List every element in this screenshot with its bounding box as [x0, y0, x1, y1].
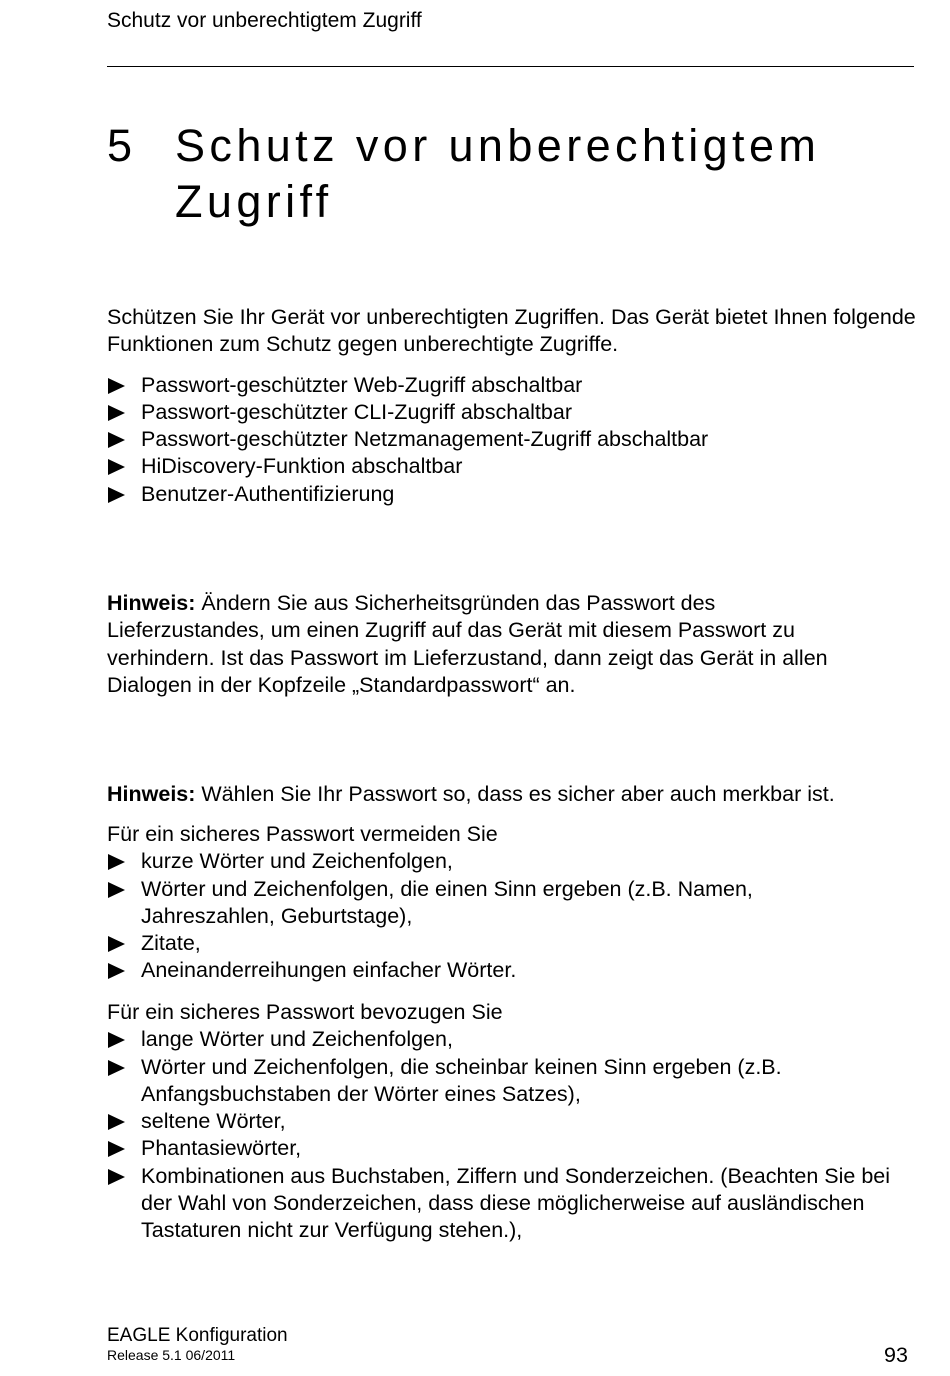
list-item: HiDiscovery-Funktion abschaltbar: [107, 453, 917, 480]
intro-section: [107, 304, 917, 508]
avoid-lead: Für ein sicheres Passwort vermeiden Sie: [107, 822, 498, 846]
avoid-bullet-list: [107, 848, 867, 984]
note-text: Ändern Sie aus Sicherheitsgründen das Passwort des Lieferzustandes, um einen Zugriff auf das Gerät mit diesem Passwort zu verhindern. Ist das Passwort im Lieferzustand, dann zeigt das Gerät in allen Dialogen in der Kopfzeile „Standardpasswort“ an.: [107, 591, 828, 697]
bullet-triangle-icon: [108, 459, 125, 475]
note-paragraph: [107, 590, 877, 699]
list-item: Passwort-geschützter Web-Zugriff abschaltbar: [107, 372, 917, 399]
note-section-2: [107, 781, 917, 808]
bullet-triangle-icon: [108, 882, 125, 898]
list-item: kurze Wörter und Zeichenfolgen,: [107, 848, 867, 875]
list-item: seltene Wörter,: [107, 1108, 907, 1135]
bullet-triangle-icon: [108, 1060, 125, 1076]
prefer-bullet-list: [107, 1026, 907, 1244]
list-item: lange Wörter und Zeichenfolgen,: [107, 1026, 907, 1053]
running-header: Schutz vor unberechtigtem Zugriff: [107, 9, 422, 32]
intro-paragraph: Schützen Sie Ihr Gerät vor unberechtigten Zugriffen. Das Gerät bietet Ihnen folgende Funktionen zum Schutz gegen unberechtigte Zugriffe.: [107, 305, 916, 357]
note-label: Hinweis:: [107, 591, 196, 615]
prefer-section: [107, 999, 907, 1245]
footer-release: Release 5.1 06/2011: [107, 1347, 236, 1363]
bullet-triangle-icon: [108, 487, 125, 503]
bullet-triangle-icon: [108, 854, 125, 870]
list-item: Zitate,: [107, 930, 867, 957]
bullet-triangle-icon: [108, 1169, 125, 1185]
list-item: Kombinationen aus Buchstaben, Ziffern und Sonderzeichen. (Beachten Sie bei der Wahl von Sonderzeichen, dass diese möglicherweise auf ausländischen Tastaturen nicht zur Verfügung stehen.),: [107, 1163, 907, 1245]
list-item: Wörter und Zeichenfolgen, die scheinbar keinen Sinn ergeben (z.B. Anfangsbuchstaben der Wörter eines Satzes),: [107, 1054, 907, 1109]
list-item: Phantasiewörter,: [107, 1135, 907, 1162]
list-item: Aneinanderreihungen einfacher Wörter.: [107, 957, 867, 984]
chapter-title: [107, 118, 907, 230]
intro-bullet-list: [107, 372, 917, 508]
chapter-number: 5: [107, 120, 137, 171]
bullet-triangle-icon: [108, 405, 125, 421]
prefer-lead: Für ein sicheres Passwort bevozugen Sie: [107, 1000, 503, 1024]
list-item: Passwort-geschützter CLI-Zugriff abschaltbar: [107, 399, 917, 426]
bullet-triangle-icon: [108, 1141, 125, 1157]
note-label: Hinweis:: [107, 782, 196, 806]
bullet-triangle-icon: [108, 432, 125, 448]
list-item: Benutzer-Authentifizierung: [107, 481, 917, 508]
note-paragraph: [107, 781, 917, 808]
header-rule: [107, 66, 914, 67]
page-number: 93: [884, 1343, 908, 1367]
footer-doc-title: EAGLE Konfiguration: [107, 1325, 288, 1346]
bullet-triangle-icon: [108, 1114, 125, 1130]
bullet-triangle-icon: [108, 1032, 125, 1048]
chapter-title-text: Schutz vor unberechtigtem Zugriff: [175, 120, 821, 227]
list-item: Wörter und Zeichenfolgen, die einen Sinn ergeben (z.B. Namen, Jahreszahlen, Geburtstage),: [107, 876, 867, 931]
note-text: Wählen Sie Ihr Passwort so, dass es sicher aber auch merkbar ist.: [201, 782, 835, 806]
bullet-triangle-icon: [108, 963, 125, 979]
note-section-1: [107, 590, 877, 699]
bullet-triangle-icon: [108, 378, 125, 394]
avoid-section: [107, 821, 867, 985]
bullet-triangle-icon: [108, 936, 125, 952]
list-item: Passwort-geschützter Netzmanagement-Zugriff abschaltbar: [107, 426, 917, 453]
